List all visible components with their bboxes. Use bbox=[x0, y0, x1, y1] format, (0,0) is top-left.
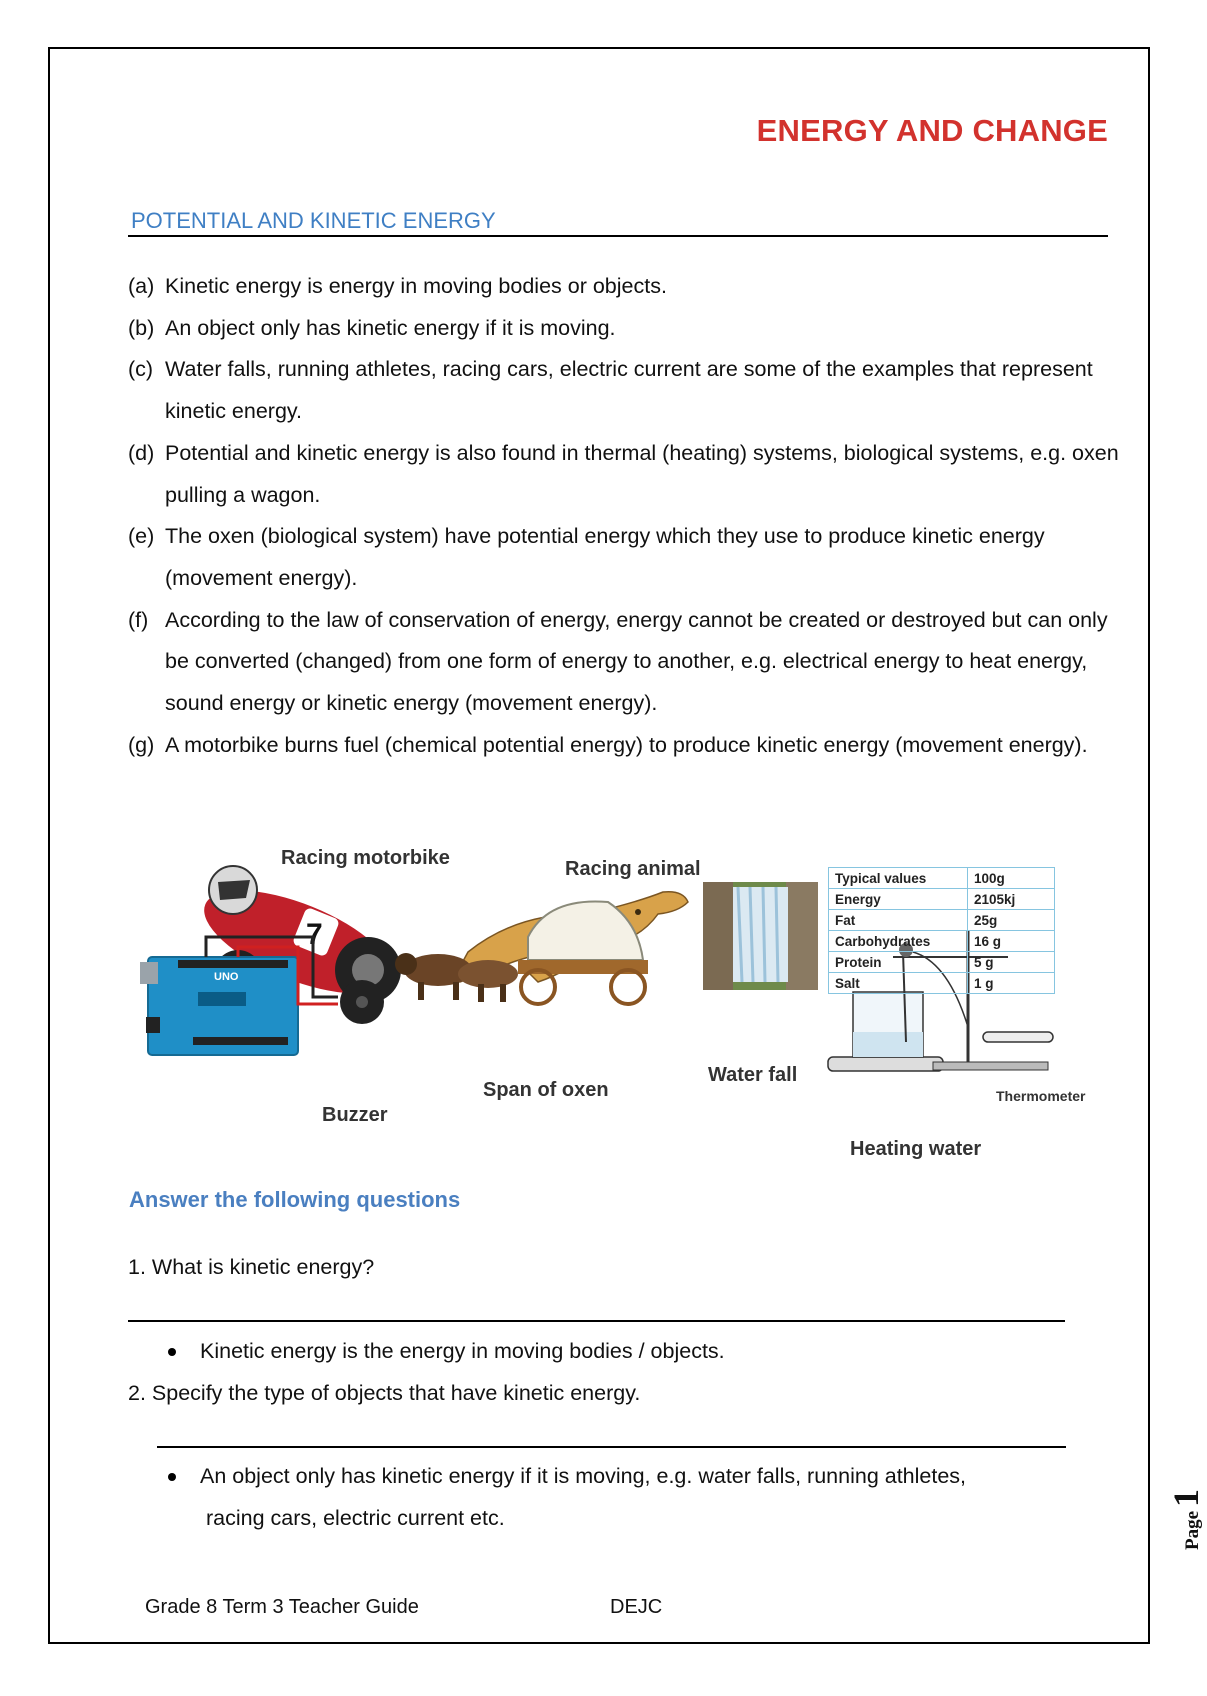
note-item bbox=[128, 308, 1133, 350]
note-item bbox=[128, 600, 1133, 725]
note-text: Potential and kinetic energy is also found in thermal (heating) systems, biological systems, e.g. oxen pulling a wagon. bbox=[165, 440, 1119, 507]
answer-line bbox=[128, 1320, 1065, 1322]
footer-organisation: DEJC bbox=[610, 1596, 663, 1618]
answer-1 bbox=[200, 1331, 725, 1373]
bike-number: 7 bbox=[306, 918, 323, 951]
note-label: (e) bbox=[128, 524, 155, 549]
note-item bbox=[128, 433, 1133, 516]
note-label: (d) bbox=[128, 440, 155, 465]
table-cell: 2105kj bbox=[968, 889, 1055, 910]
table-cell: 100g bbox=[968, 868, 1055, 889]
thermometer-label: Thermometer bbox=[996, 1088, 1086, 1104]
table-cell: 16 g bbox=[968, 931, 1055, 952]
bullet-icon bbox=[168, 1348, 176, 1356]
table-cell: 5 g bbox=[968, 952, 1055, 973]
table-cell: 1 g bbox=[968, 973, 1055, 994]
table-cell: Protein bbox=[829, 952, 968, 973]
question-text: What is kinetic energy? bbox=[151, 1255, 375, 1279]
waterfall-illustration bbox=[703, 882, 818, 990]
answer-text: Kinetic energy is the energy in moving bodies / objects. bbox=[200, 1339, 725, 1363]
note-label: (g) bbox=[128, 732, 155, 757]
answer-2 bbox=[200, 1456, 966, 1539]
table-row bbox=[829, 931, 1055, 952]
notes-list bbox=[128, 266, 1133, 766]
section-divider bbox=[128, 235, 1108, 237]
note-text: According to the law of conservation of energy, energy cannot be created or destroyed but can only be converted (changed) from one form of energy to another, e.g. electrical energy to heat energy, sound energy or kinetic energy (movement energy). bbox=[165, 607, 1108, 716]
note-label: (a) bbox=[128, 274, 155, 298]
table-cell: Fat bbox=[829, 910, 968, 931]
section-heading: POTENTIAL AND KINETIC ENERGY bbox=[131, 208, 496, 233]
note-text: The oxen (biological system) have potential energy which they use to produce kinetic energy (movement energy). bbox=[165, 524, 1045, 590]
heating-label: Heating water bbox=[850, 1138, 982, 1160]
energy-examples-figure bbox=[138, 842, 1108, 1172]
note-label: (c) bbox=[128, 357, 154, 382]
note-item bbox=[128, 266, 1133, 308]
table-row bbox=[829, 910, 1055, 931]
question-number: 2. bbox=[128, 1381, 146, 1405]
note-item bbox=[128, 349, 1133, 432]
table-row bbox=[829, 952, 1055, 973]
page-number-value: 1 bbox=[1166, 1488, 1206, 1507]
oxen-label: Span of oxen bbox=[483, 1079, 609, 1101]
buzzer-label: Buzzer bbox=[322, 1104, 388, 1126]
answer-text: An object only has kinetic energy if it is moving, e.g. water falls, running athletes, bbox=[200, 1464, 967, 1488]
footer-guide-title: Grade 8 Term 3 Teacher Guide bbox=[145, 1596, 419, 1618]
page-word: Page bbox=[1182, 1510, 1203, 1550]
question-number: 1. bbox=[128, 1255, 146, 1279]
note-text: Kinetic energy is energy in moving bodies or objects. bbox=[165, 274, 667, 298]
table-row bbox=[829, 973, 1055, 994]
question-text: Specify the type of objects that have kinetic energy. bbox=[151, 1381, 641, 1405]
note-label: (f) bbox=[128, 607, 149, 632]
bullet-icon bbox=[168, 1473, 176, 1481]
note-text: Water falls, running athletes, racing cars, electric current are some of the examples that represent kinetic energy. bbox=[165, 357, 1093, 424]
page-title: ENERGY AND CHANGE bbox=[756, 113, 1108, 148]
waterfall-label: Water fall bbox=[708, 1064, 798, 1086]
nutrition-table bbox=[828, 867, 1055, 994]
table-row bbox=[829, 868, 1055, 889]
animal-label: Racing animal bbox=[565, 858, 701, 880]
note-item bbox=[128, 725, 1133, 767]
table-cell: Typical values bbox=[829, 868, 968, 889]
answer-line bbox=[157, 1446, 1066, 1448]
note-text: An object only has kinetic energy if it is moving. bbox=[165, 315, 616, 340]
motorbike-label: Racing motorbike bbox=[281, 847, 450, 869]
answer-text: racing cars, electric current etc. bbox=[206, 1505, 505, 1530]
question-2 bbox=[128, 1381, 640, 1406]
page-number bbox=[1165, 1489, 1207, 1550]
note-text: A motorbike burns fuel (chemical potential energy) to produce kinetic energy (movement energy). bbox=[165, 732, 1088, 757]
table-row bbox=[829, 889, 1055, 910]
note-item bbox=[128, 516, 1133, 599]
table-cell: Energy bbox=[829, 889, 968, 910]
question-1 bbox=[128, 1255, 374, 1280]
note-label: (b) bbox=[128, 315, 155, 340]
table-cell: Salt bbox=[829, 973, 968, 994]
questions-heading: Answer the following questions bbox=[129, 1187, 461, 1212]
board-text: UNO bbox=[214, 971, 239, 983]
table-cell: 25g bbox=[968, 910, 1055, 931]
table-cell: Carbohydrates bbox=[829, 931, 968, 952]
